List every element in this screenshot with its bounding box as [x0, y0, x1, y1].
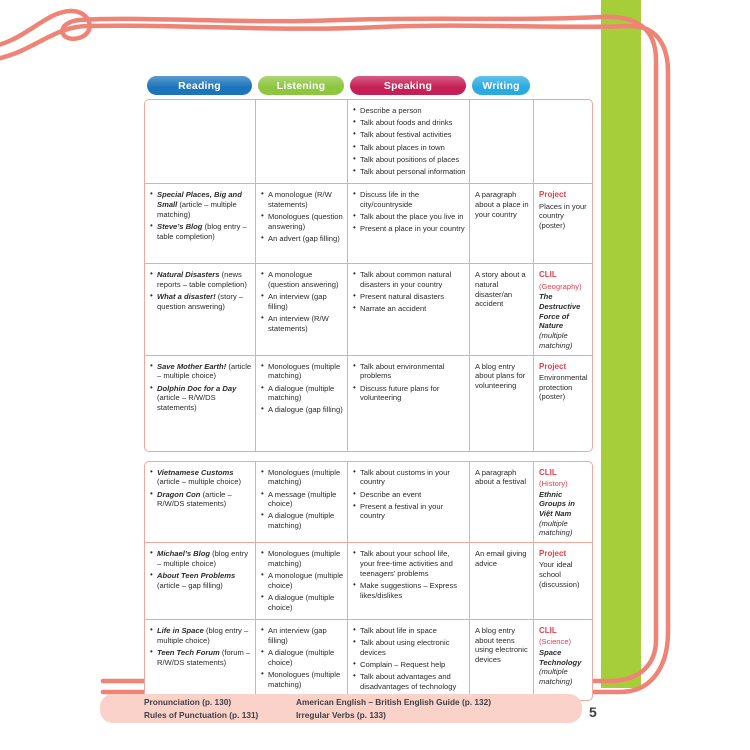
reading-item: • Save Mother Earth! (article – multiple choice): [150, 362, 252, 381]
clil-subject: (History): [539, 478, 568, 488]
listening-item: • A dialogue (multiple matching): [261, 511, 344, 530]
speaking-cell: [348, 620, 470, 700]
listening-item: • Monologues (multiple matching): [261, 549, 344, 568]
reading-cell: [145, 543, 256, 619]
page-number: 5: [589, 704, 597, 720]
green-stripe: [601, 0, 641, 688]
listening-item: • An interview (R/W statements): [261, 314, 344, 333]
speaking-item: • Complain – Request help: [353, 660, 466, 670]
reading-cell: [145, 356, 256, 451]
extra-type-label: CLIL: [539, 270, 557, 280]
clil-title: Space Technology: [539, 647, 582, 667]
unit-row: [145, 620, 592, 700]
project-clil-cell: [534, 184, 592, 263]
speaking-item: • Present a festival in your country: [353, 502, 466, 521]
writing-task: A paragraph about a place in your country: [475, 190, 529, 219]
speaking-item: • Talk about personal information: [353, 167, 466, 177]
speaking-item: • Talk about positions of places: [353, 155, 466, 165]
project-description: Places in your country (poster): [539, 201, 587, 230]
clil-subject: (Geography): [539, 281, 582, 291]
project-clil-cell: [534, 100, 592, 183]
writing-task: A paragraph about a festival: [475, 467, 527, 487]
listening-cell: [256, 184, 348, 263]
unit-row: [145, 356, 592, 451]
clil-note: (multiple matching): [539, 667, 573, 687]
project-description: Environmental protection (poster): [539, 372, 588, 402]
speaking-item: • Talk about places in town: [353, 143, 466, 153]
listening-item: • Monologues (multiple matching): [261, 670, 344, 689]
speaking-item: • Present a place in your country: [353, 224, 466, 234]
writing-cell: [470, 264, 534, 354]
listening-item: • Monologues (multiple matching): [261, 362, 344, 381]
speaking-cell: [348, 100, 470, 183]
speaking-cell: [348, 264, 470, 354]
speaking-item: • Talk about advantages and disadvantages of technology: [353, 672, 466, 691]
unit-row: [145, 462, 592, 544]
project-description: Your ideal school (discussion): [539, 560, 580, 589]
column-headers: [144, 76, 593, 95]
listening-item: • A dialogue (multiple matching): [261, 384, 344, 403]
writing-cell: [470, 184, 534, 263]
listening-cell: [256, 264, 348, 354]
listening-item: • An interview (gap filling): [261, 626, 344, 645]
column-header-cell: [144, 76, 255, 95]
speaking-item: • Talk about common natural disasters in your country: [353, 270, 466, 289]
reading-title: About Teen Problems: [157, 571, 236, 581]
speaking-item: • Describe a person: [353, 106, 466, 116]
clil-title: Ethnic Groups in Việt Nam: [539, 489, 575, 518]
reading-item: • Vietnamese Customs (article – multiple choice): [150, 468, 252, 487]
syllabus-map: [144, 76, 593, 710]
listening-item: • A dialogue (multiple choice): [261, 593, 344, 612]
extra-type-label: Project: [539, 190, 567, 200]
footer-reference: Rules of Punctuation (p. 131): [144, 709, 259, 720]
units-table-1: [144, 99, 593, 452]
speaking-item: • Present natural disasters: [353, 292, 466, 302]
extra-type-label: CLIL: [539, 467, 557, 477]
listening-cell: [256, 356, 348, 451]
listening-item: • Monologues (question answering): [261, 212, 344, 231]
footer-left-column: [144, 696, 296, 721]
speaking-item: • Narrate an accident: [353, 304, 466, 314]
reading-item: • Life in Space (blog entry – multiple choice): [150, 626, 252, 645]
speaking-cell: [348, 543, 470, 619]
speaking-item: • Make suggestions – Express likes/dislikes: [353, 581, 466, 600]
column-header-speaking: Speaking: [350, 76, 466, 95]
speaking-item: • Talk about festival activities: [353, 130, 466, 140]
clil-note: (multiple matching): [539, 518, 573, 538]
reading-item: • About Teen Problems (article – gap filling): [150, 571, 252, 590]
reading-title: What a disaster!: [157, 292, 216, 302]
unit-row: [145, 543, 592, 620]
listening-cell: [256, 543, 348, 619]
writing-cell: [470, 543, 534, 619]
reading-item: • Steve’s Blog (blog entry – table completion): [150, 222, 252, 241]
listening-item: • A dialogue (multiple choice): [261, 648, 344, 667]
listening-cell: [256, 462, 348, 543]
reading-title: Steve’s Blog: [157, 221, 203, 231]
listening-cell: [256, 100, 348, 183]
unit-row: [145, 264, 592, 355]
column-header-cell: [255, 76, 347, 95]
project-clil-cell: [534, 356, 592, 451]
column-header-reading: Reading: [147, 76, 252, 95]
reading-cell: [145, 620, 256, 700]
speaking-cell: [348, 184, 470, 263]
footer-reference: Pronunciation (p. 130): [144, 697, 232, 708]
speaking-item: • Talk about customs in your country: [353, 468, 466, 487]
reading-title: Save Mother Earth!: [157, 361, 227, 371]
speaking-item: • Talk about your school life, your free-time activities and teenagers’ problems: [353, 549, 466, 578]
speaking-cell: [348, 462, 470, 543]
reading-cell: [145, 100, 256, 183]
reading-title: Michael’s Blog: [157, 549, 211, 559]
speaking-item: • Talk about using electronic devices: [353, 638, 466, 657]
listening-item: • A monologue (R/W statements): [261, 190, 344, 209]
reading-item: • Dolphin Doc for a Day (article – R/W/DS statements): [150, 384, 252, 413]
speaking-item: • Describe an event: [353, 490, 466, 500]
extra-type-label: CLIL: [539, 625, 557, 635]
reading-title: Special Places, Big and Small: [157, 190, 242, 210]
reference-footer: [100, 694, 582, 723]
reading-title: Dragon Con: [157, 489, 201, 499]
clil-subject: (Science): [539, 637, 572, 647]
listening-item: • Monologues (multiple matching): [261, 468, 344, 487]
clil-title: The Destructive Force of Nature: [539, 292, 581, 331]
reading-item: • Natural Disasters (news reports – table completion): [150, 270, 252, 289]
units-table-2: [144, 461, 593, 701]
listening-item: • An interview (gap filling): [261, 292, 344, 311]
reading-title: Teen Tech Forum: [157, 647, 220, 657]
writing-task: An email giving advice: [475, 549, 527, 568]
reading-title: Dolphin Doc for a Day: [157, 383, 237, 393]
project-clil-cell: [534, 620, 592, 700]
writing-cell: [470, 462, 534, 543]
writing-cell: [470, 356, 534, 451]
units-tables: [144, 99, 593, 701]
listening-item: • A monologue (question answering): [261, 270, 344, 289]
column-header-listening: Listening: [258, 76, 344, 95]
writing-task: A blog entry about teens using electronic devices: [475, 625, 528, 665]
clil-note: (multiple matching): [539, 331, 573, 350]
reading-title: Life in Space: [157, 625, 204, 635]
reading-item: • Dragon Con (article – R/W/DS statements): [150, 490, 252, 509]
reading-cell: [145, 462, 256, 543]
reading-item: • Teen Tech Forum (forum – R/W/DS statements): [150, 648, 252, 667]
reading-cell: [145, 264, 256, 354]
listening-item: • A monologue (multiple choice): [261, 571, 344, 590]
writing-cell: [470, 100, 534, 183]
column-header-cell: [347, 76, 469, 95]
speaking-item: • Talk about life in space: [353, 626, 466, 636]
reading-item: • What a disaster! (story – question answering): [150, 292, 252, 311]
extra-type-label: Project: [539, 361, 567, 371]
listening-item: • An advert (gap filling): [261, 234, 344, 244]
reading-item: • Special Places, Big and Small (article – multiple matching): [150, 190, 252, 219]
reading-cell: [145, 184, 256, 263]
footer-right-column: [296, 696, 491, 721]
listening-cell: [256, 620, 348, 700]
extra-type-label: Project: [539, 549, 567, 559]
speaking-item: • Discuss life in the city/countryside: [353, 190, 466, 209]
project-clil-cell: [534, 264, 592, 354]
footer-reference: American English – British English Guide (p. 132): [296, 697, 492, 708]
speaking-item: • Talk about foods and drinks: [353, 118, 466, 128]
writing-cell: [470, 620, 534, 700]
reading-item: • Michael’s Blog (blog entry – multiple choice): [150, 549, 252, 568]
column-header-cell: [469, 76, 533, 95]
unit-row: [145, 100, 592, 184]
speaking-cell: [348, 356, 470, 451]
reading-title: Natural Disasters: [157, 270, 220, 280]
listening-item: • A dialogue (gap filling): [261, 405, 344, 415]
reading-title: Vietnamese Customs: [157, 467, 234, 477]
unit-row: [145, 184, 592, 264]
project-clil-cell: [534, 462, 592, 543]
listening-item: • A message (multiple choice): [261, 490, 344, 509]
speaking-item: • Talk about the place you live in: [353, 212, 466, 222]
column-header-writing: Writing: [472, 76, 530, 95]
writing-task: A blog entry about plans for volunteering: [475, 361, 526, 391]
speaking-item: • Discuss future plans for volunteering: [353, 384, 466, 403]
writing-task: A story about a natural disaster/an accident: [475, 270, 526, 309]
footer-reference: Irregular Verbs (p. 133): [296, 709, 386, 720]
project-clil-cell: [534, 543, 592, 619]
speaking-item: • Talk about environmental problems: [353, 362, 466, 381]
